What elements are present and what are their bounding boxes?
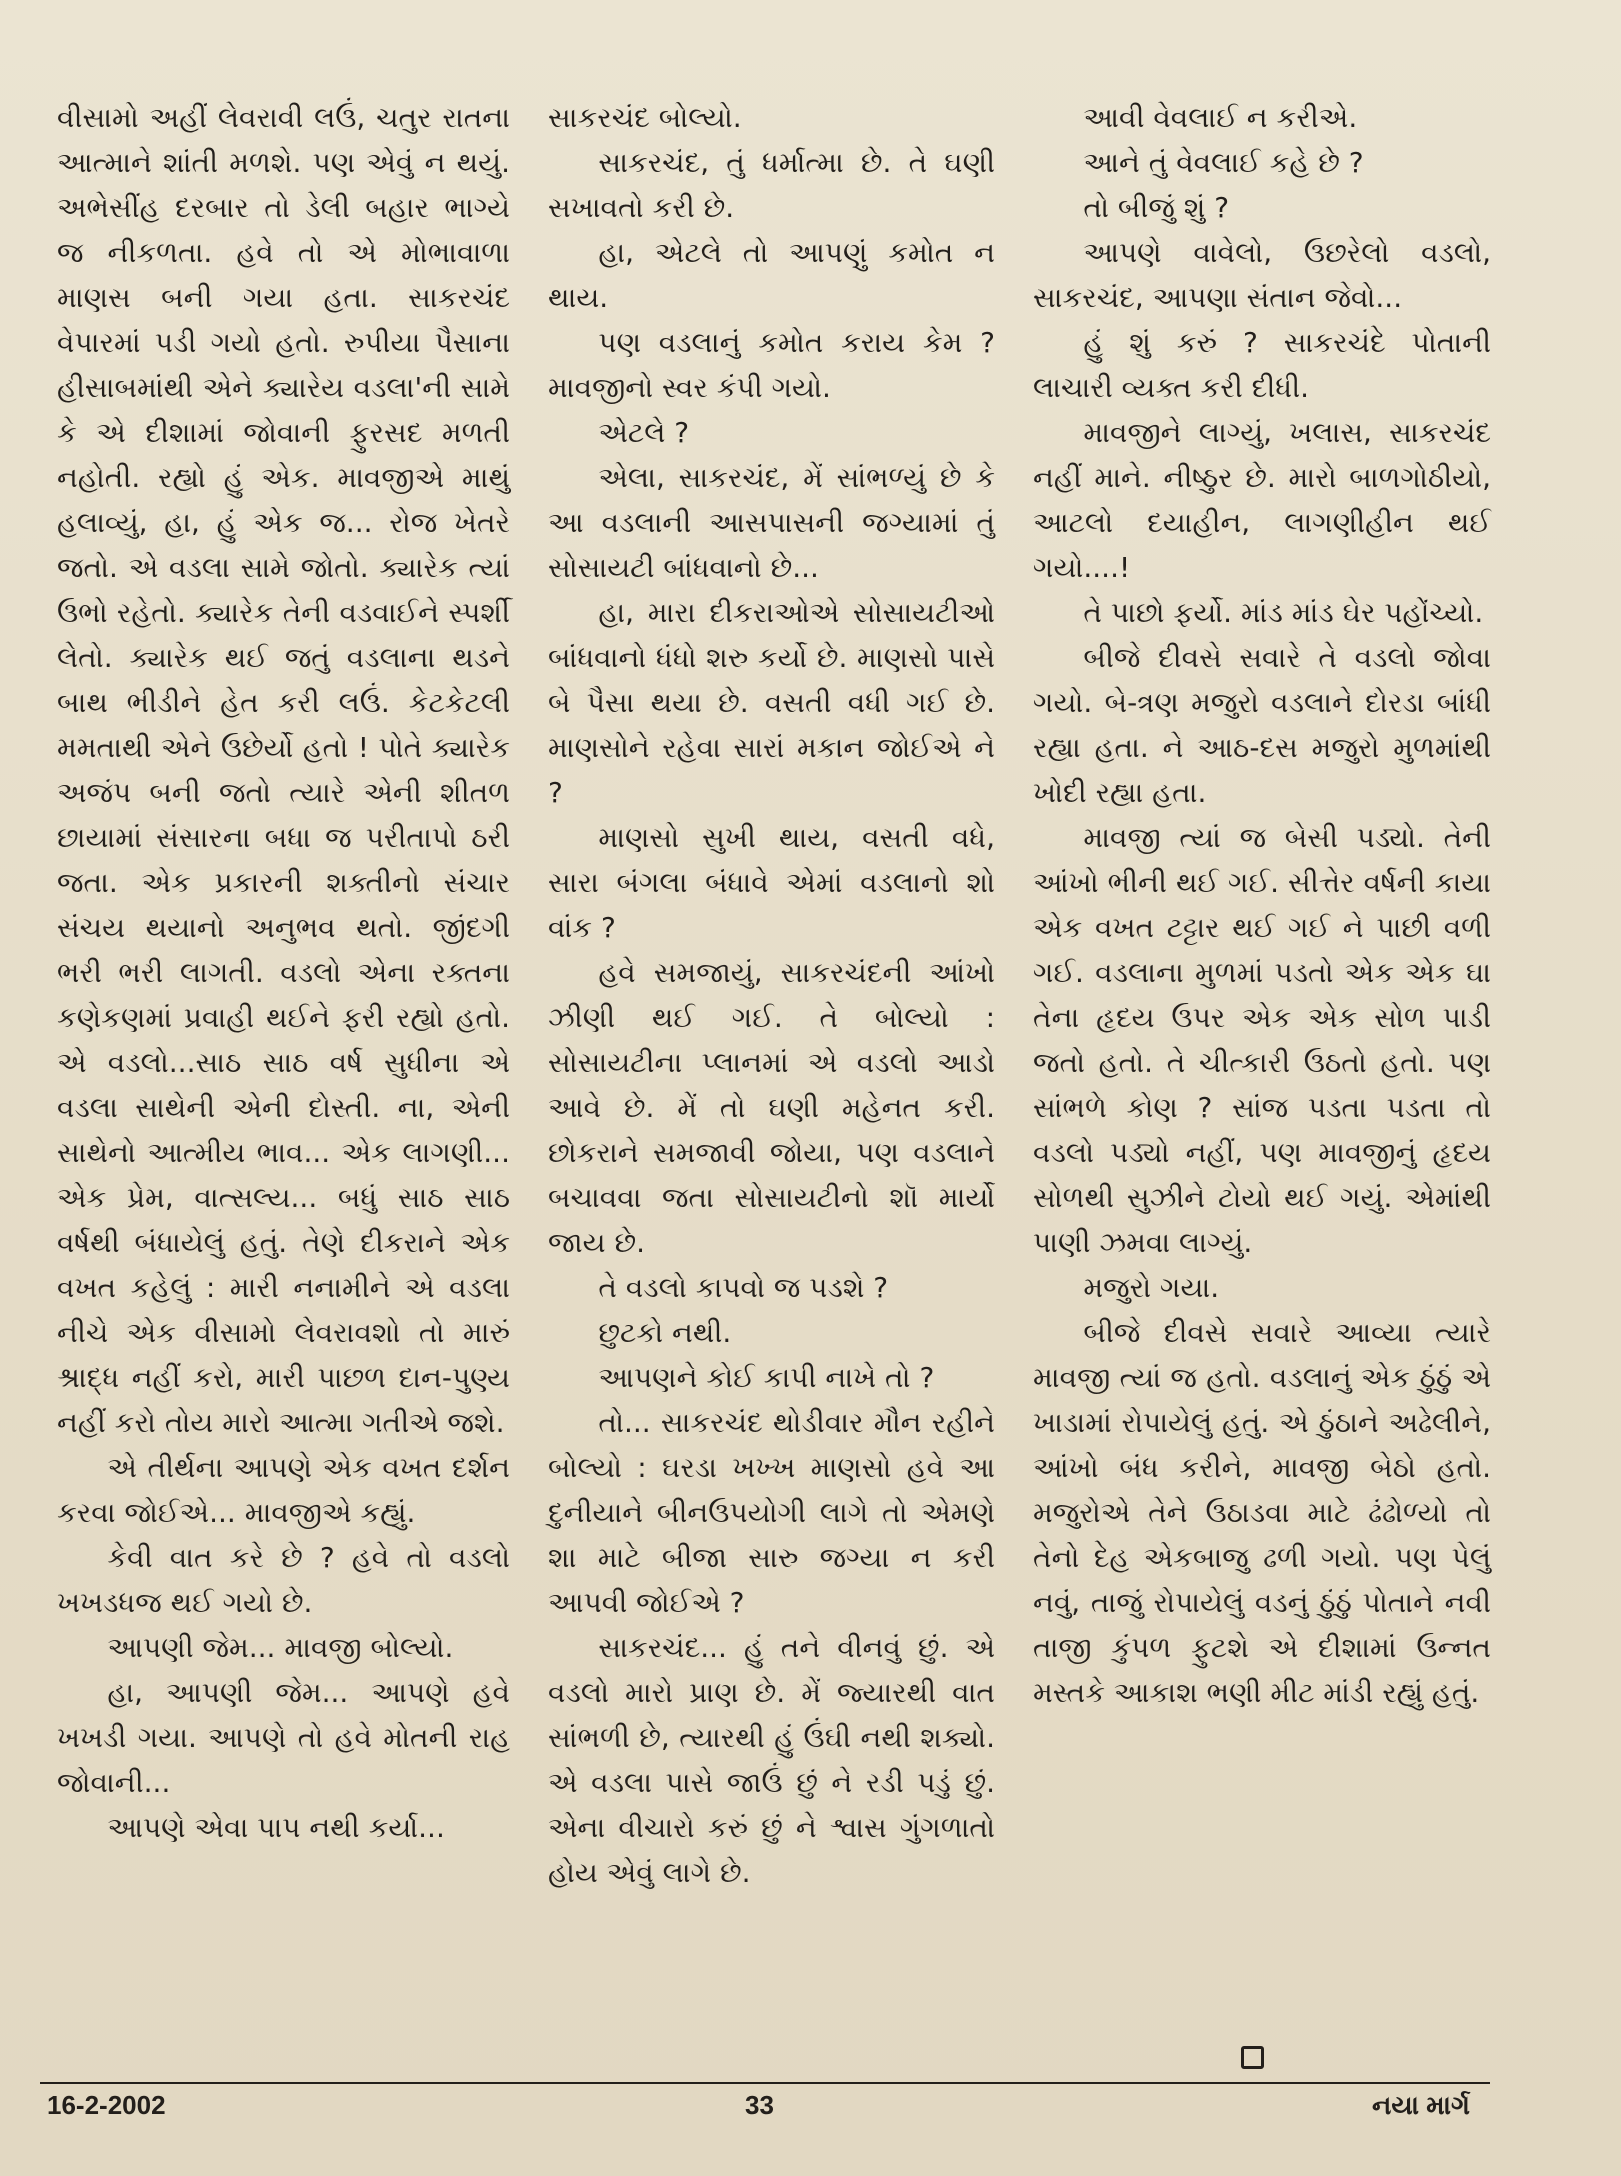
magazine-name: નયા માર્ગ	[1372, 2090, 1470, 2120]
paragraph: આપણે વાવેલો, ઉછરેલો વડલો, સાકરચંદ, આપણા સંતાન જેવો...	[1033, 236, 1491, 314]
paragraph: સાકરચંદ... હું તને વીનવું છું. એ વડલો મારો પ્રાણ છે. મેં જ્યારથી વાત સાંભળી છે, ત્યારથી હું ઉંઘી નથી શક્યો. એ વડલા પાસે જાઉં છું ને રડી પડું છું. એના વીચારો કરું છું ને શ્વાસ ગુંગળાતો હોય એવું લાગે છે.	[548, 1631, 995, 1889]
paragraph: આને તું વેવલાઈ કહે છે ?	[1083, 146, 1364, 179]
paragraph: તે પાછો ફર્યો. માંડ માંડ ઘેર પહોંચ્યો.	[1083, 596, 1484, 629]
paragraph: હા, એટલે તો આપણું કમોત ન થાય.	[548, 236, 995, 314]
paragraph: સાકરચંદ બોલ્યો.	[548, 101, 742, 134]
paragraph: માણસો સુખી થાય, વસતી વધે, સારા બંગલા બંધાવે એમાં વડલાનો શો વાંક ?	[548, 821, 995, 944]
text-column-2	[548, 95, 995, 1895]
text-column-3	[1033, 95, 1491, 1715]
paragraph: બીજે દીવસે સવારે આવ્યા ત્યારે માવજી ત્યાં જ હતો. વડલાનું એક ઠુંઠું એ ખાડામાં રોપાયેલું હતું. એ ઠુંઠાને અઢેલીને, આંખો બંધ કરીને, માવજી બેઠો હતો. મજુરોએ તેને ઉઠાડવા માટે ઢંઢોળ્યો તો તેનો દેહ એકબાજુ ઢળી ગયો. પણ પેલું નવું, તાજું રોપાયેલું વડનું ઠુંઠું પોતાને નવી તાજી કુંપળ ફુટશે એ દીશામાં ઉન્નત મસ્તકે આકાશ ભણી મીટ માંડી રહ્યું હતું.	[1033, 1316, 1491, 1709]
paragraph: માવજીને લાગ્યું, ખલાસ, સાકરચંદ નહીં માને. નીષ્ઠુર છે. મારો બાળગોઠીયો, આટલો દયાહીન, લાગણીહીન થઈ ગયો....!	[1033, 416, 1491, 584]
paragraph: એટલે ?	[598, 416, 690, 449]
paragraph: આવી વેવલાઈ ન કરીએ.	[1083, 101, 1358, 134]
paragraph: કેવી વાત કરે છે ? હવે તો વડલો ખખડધજ થઈ ગયો છે.	[57, 1541, 510, 1619]
paragraph: મજુરો ગયા.	[1083, 1271, 1220, 1304]
paragraph: તે વડલો કાપવો જ પડશે ?	[598, 1271, 889, 1304]
paragraph: આપણી જેમ... માવજી બોલ્યો.	[107, 1631, 454, 1664]
paragraph: હવે સમજાયું, સાકરચંદની આંખો ઝીણી થઈ ગઈ. તે બોલ્યો : સોસાયટીના પ્લાનમાં એ વડલો આડો આવે છે. મેં તો ઘણી મહેનત કરી. છોકરાને સમજાવી જોયા, પણ વડલાને બચાવવા જતા સોસાયટીનો શૉ માર્યો જાય છે.	[548, 956, 995, 1259]
paragraph: બીજે દીવસે સવારે તે વડલો જોવા ગયો. બે-ત્રણ મજુરો વડલાને દોરડા બાંધી રહ્યા હતા. ને આઠ-દસ મજુરો મુળમાંથી ખોદી રહ્યા હતા.	[1033, 641, 1491, 809]
footer-date: 16-2-2002	[47, 2090, 166, 2120]
text-column-1	[57, 95, 510, 1850]
story-end-square-icon	[1241, 2046, 1264, 2069]
paragraph: છુટકો નથી.	[598, 1316, 732, 1349]
paragraph: એલા, સાકરચંદ, મેં સાંભળ્યું છે કે આ વડલાની આસપાસની જગ્યામાં તું સોસાયટી બાંધવાનો છે...	[548, 461, 995, 584]
paragraph: આપણને કોઈ કાપી નાખે તો ?	[598, 1361, 935, 1394]
paragraph: તો બીજું શું ?	[1083, 191, 1230, 224]
footer-divider	[40, 2082, 1490, 2084]
page-number: 33	[745, 2090, 774, 2120]
paragraph: સાકરચંદ, તું ધર્માત્મા છે. તે ઘણી સખાવતો કરી છે.	[548, 146, 995, 224]
paragraph: વીસામો અહીં લેવરાવી લઉં, ચતુર રાતના આત્માને શાંતી મળશે. પણ એવું ન થયું. અભેસીંહ દરબાર તો ડેલી બહાર ભાગ્યે જ નીકળતા. હવે તો એ મોભાવાળા માણસ બની ગયા હતા. સાકરચંદ વેપારમાં પડી ગયો હતો. રુપીયા પૈસાના હીસાબમાંથી એને ક્યારેય વડલા'ની સામે કે એ દીશામાં જોવાની ફુરસદ મળતી નહોતી. રહ્યો હું એક. માવજીએ માથું હલાવ્યું, હા, હું એક જ... રોજ ખેતરે જતો. એ વડલા સામે જોતો. ક્યારેક ત્યાં ઉભો રહેતો. ક્યારેક તેની વડવાઈને સ્પર્શી લેતો. ક્યારેક થઈ જતું વડલાના થડને બાથ ભીડીને હેત કરી લઉં. કેટકેટલી મમતાથી એને ઉછેર્યો હતો ! પોતે ક્યારેક અજંપ બની જતો ત્યારે એની શીતળ છાયામાં સંસારના બધા જ પરીતાપો ઠરી જતા. એક પ્રકારની શક્તીનો સંચાર સંચય થયાનો અનુભવ થતો. જીંદગી ભરી ભરી લાગતી. વડલો એના રક્તના કણેકણમાં પ્રવાહી થઈને ફરી રહ્યો હતો. એ વડલો...સાઠ સાઠ વર્ષ સુધીના એ વડલા સાથેની એની દોસ્તી. ના, એની સાથેનો આત્મીય ભાવ... એક લાગણી... એક પ્રેમ, વાત્સલ્ય... બધું સાઠ સાઠ વર્ષથી બંધાયેલું હતું. તેણે દીકરાને એક વખત કહેલું : મારી નનામીને એ વડલા નીચે એક વીસામો લેવરાવશો તો મારું શ્રાદ્ધ નહીં કરો, મારી પાછળ દાન-પુણ્ય નહીં કરો તોય મારો આત્મા ગતીએ જશે.	[57, 101, 510, 1439]
paragraph: તો... સાકરચંદ થોડીવાર મૌન રહીને બોલ્યો : ઘરડા ખખ્ખ માણસો હવે આ દુનીયાને બીનઉપયોગી લાગે તો એમણે શા માટે બીજા સારુ જગ્યા ન કરી આપવી જોઈએ ?	[548, 1406, 995, 1619]
paragraph: હા, મારા દીકરાઓએ સોસાયટીઓ બાંધવાનો ધંધો શરુ કર્યો છે. માણસો પાસે બે પૈસા થયા છે. વસતી વધી ગઈ છે. માણસોને રહેવા સારાં મકાન જોઈએ ને ?	[548, 596, 995, 809]
paragraph: હા, આપણી જેમ... આપણે હવે ખખડી ગયા. આપણે તો હવે મોતની રાહ જોવાની...	[57, 1676, 510, 1799]
paragraph: આપણે એવા પાપ નથી કર્યા...	[107, 1811, 445, 1844]
paragraph: માવજી ત્યાં જ બેસી પડ્યો. તેની આંખો ભીની થઈ ગઈ. સીત્તેર વર્ષની કાયા એક વખત ટટ્ટાર થઈ ગઈ ને પાછી વળી ગઈ. વડલાના મુળમાં પડતો એક એક ઘા તેના હૃદય ઉપર એક એક સોળ પાડી જતો હતો. તે ચીત્કારી ઉઠતો હતો. પણ સાંભળે કોણ ? સાંજ પડતા પડતા તો વડલો પડ્યો નહીં, પણ માવજીનું હૃદય સોળથી સુઝીને ટોયો થઈ ગયું. એમાંથી પાણી ઝમવા લાગ્યું.	[1033, 821, 1491, 1259]
paragraph: એ તીર્થના આપણે એક વખત દર્શન કરવા જોઈએ... માવજીએ કહ્યું.	[57, 1451, 510, 1529]
paragraph: હું શું કરું ? સાકરચંદે પોતાની લાચારી વ્યક્ત કરી દીધી.	[1033, 326, 1491, 404]
paragraph: પણ વડલાનું કમોત કરાય કેમ ? માવજીનો સ્વર કંપી ગયો.	[548, 326, 995, 404]
